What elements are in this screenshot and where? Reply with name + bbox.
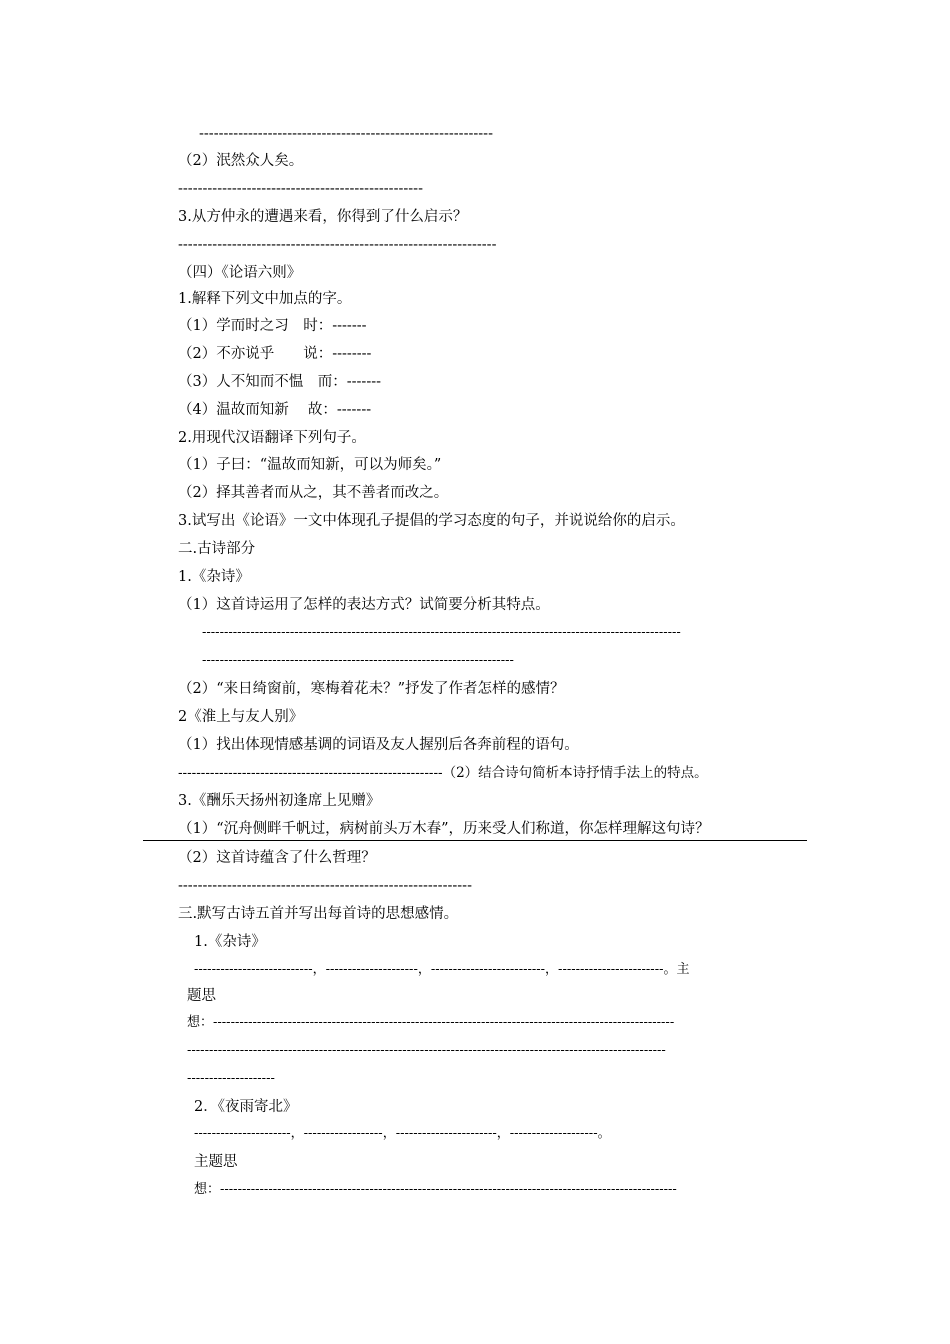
question-text: （1）找出体现情感基调的词语及友人握别后各奔前程的语句。: [178, 737, 579, 753]
answer-line: -------------------------------------------------------------------------------------------------------------: [187, 1043, 666, 1058]
answer-line: ---------------------------，---------------------，--------------------------，------------------------。主: [194, 962, 690, 977]
section-heading: （四）《论语六则》: [178, 265, 302, 281]
answer-line: ------------------------------------------------------------: [199, 126, 493, 142]
poem-title: 3.《酬乐天扬州初逢席上见赠》: [178, 793, 381, 809]
poem-title: 1.《杂诗》: [178, 569, 250, 585]
answer-line: 想：--------------------------------------------------------------------------------------------------------: [194, 1182, 677, 1197]
question-text: （2）“来日绮窗前，寒梅着花未？”抒发了作者怎样的感情？: [178, 681, 565, 697]
question-text: 1.解释下列文中加点的字。: [178, 291, 352, 307]
answer-line: -------------------------------------------------------------------------------------------------------------: [202, 625, 681, 640]
question-text: （3）人不知而不愠 而：-------: [178, 374, 382, 390]
question-text: 2.用现代汉语翻译下列句子。: [178, 430, 366, 446]
answer-line: -----------------------------------------------------------------: [178, 237, 497, 253]
question-text: （2）泯然众人矣。: [178, 153, 304, 169]
poem-title: 2．《夜雨寄北》: [194, 1099, 298, 1115]
poem-title: 2《淮上与友人别》: [178, 709, 304, 725]
answer-line: ----------------------，------------------，-----------------------，--------------------。: [194, 1126, 611, 1141]
section-heading: 三.默写古诗五首并写出每首诗的思想感情。: [178, 906, 459, 922]
horizontal-rule: [143, 840, 807, 841]
question-text: ----------------------------------------------------------（2）结合诗句简析本诗抒情手法上的特点。: [178, 765, 708, 781]
answer-line: --------------------------------------------------: [178, 181, 423, 197]
question-text: （1）这首诗运用了怎样的表达方式？试简要分析其特点。: [178, 597, 550, 613]
theme-label: 题思: [187, 988, 216, 1004]
answer-line: --------------------: [187, 1071, 275, 1086]
question-text: 3.从方仲永的遭遇来看，你得到了什么启示？: [178, 209, 468, 225]
question-text: （2）择其善者而从之，其不善者而改之。: [178, 485, 449, 501]
answer-line: 想：---------------------------------------------------------------------------------------------------------: [187, 1015, 675, 1030]
question-text: （1）子曰：“温故而知新，可以为师矣。”: [178, 457, 442, 473]
question-text: （4）温故而知新 故：-------: [178, 402, 372, 418]
theme-label: 主题思: [194, 1154, 238, 1170]
question-text: （2）这首诗蕴含了什么哲理？: [178, 850, 376, 866]
answer-line: -----------------------------------------------------------------------: [202, 653, 514, 668]
section-heading: 二.古诗部分: [178, 541, 256, 557]
question-text: （2）不亦说乎 说：--------: [178, 346, 372, 362]
answer-line: ------------------------------------------------------------: [178, 878, 472, 894]
question-text: 3.试写出《论语》一文中体现孔子提倡的学习态度的句子，并说说给你的启示。: [178, 513, 685, 529]
question-text: （1）学而时之习 时：-------: [178, 318, 367, 334]
poem-title: 1.《杂诗》: [194, 934, 266, 950]
question-text: （1）“沉舟侧畔千帆过，病树前头万木春”，历来受人们称道，你怎样理解这句诗？: [178, 821, 710, 837]
